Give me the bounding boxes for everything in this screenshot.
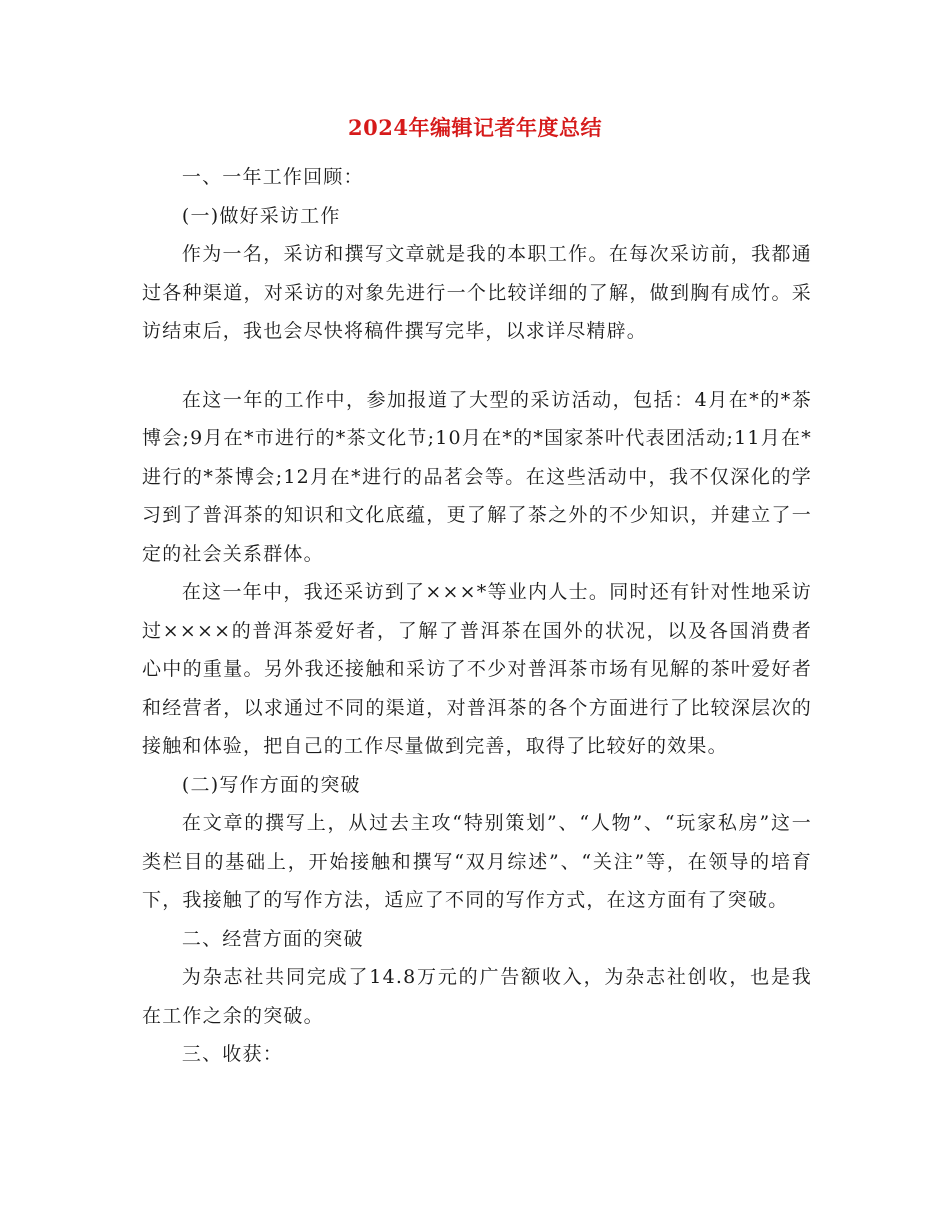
section-heading-gains: 三、收获： (181, 1043, 283, 1065)
paragraph-business: 为杂志社共同完成了14.8万元的广告额收入，为杂志社创收，也是我在工作之余的突破。 (142, 966, 812, 1027)
section-heading-review: 一、一年工作回顾： (181, 166, 364, 188)
paragraph-interview-duty: 作为一名，采访和撰写文章就是我的本职工作。在每次采访前，我都通过各种渠道，对采访的对象先进行一个比较详细的了解，做到胸有成竹。采访结束后，我也会尽快将稿件撰写完毕，以求详尽精辟。 (142, 243, 812, 342)
paragraph-interviewees: 在这一年中，我还采访到了×××*等业内人士。同时还有针对性地采访过××××的普洱茶爱好者，了解了普洱茶在国外的状况，以及各国消费者心中的重量。另外我还接触和采访了不少对普洱茶市场有见解的茶叶爱好者和经营者，以求通过不同的渠道，对普洱茶的各个方面进行了比较深层次的接触和体验，把自己的工作尽量做到完善，取得了比较好的效果。 (142, 581, 812, 757)
subsection-heading-interview: (一)做好采访工作 (181, 204, 341, 227)
paragraph-writing: 在文章的撰写上，从过去主攻“特别策划”、“人物”、“玩家私房”这一类栏目的基础上，开始接触和撰写“双月综述”、“关注”等，在领导的培育下，我接触了的写作方法，适应了不同的写作方式，在这方面有了突破。 (142, 812, 812, 911)
section-heading-business: 二、经营方面的突破 (181, 927, 364, 950)
document-title: 2024年编辑记者年度总结 (348, 115, 602, 140)
paragraph-events: 在这一年的工作中，参加报道了大型的采访活动，包括：4月在*的*茶博会;9月在*市进行的*茶文化节;10月在*的*国家茶叶代表团活动;11月在*进行的*茶博会;12月在*进行的品茗会等。在这些活动中，我不仅深化的学习到了普洱茶的知识和文化底蕴，更了解了茶之外的不少知识，并建立了一定的社会关系群体。 (142, 388, 812, 565)
subsection-heading-writing: (二)写作方面的突破 (181, 773, 361, 796)
document-body (142, 158, 812, 1074)
